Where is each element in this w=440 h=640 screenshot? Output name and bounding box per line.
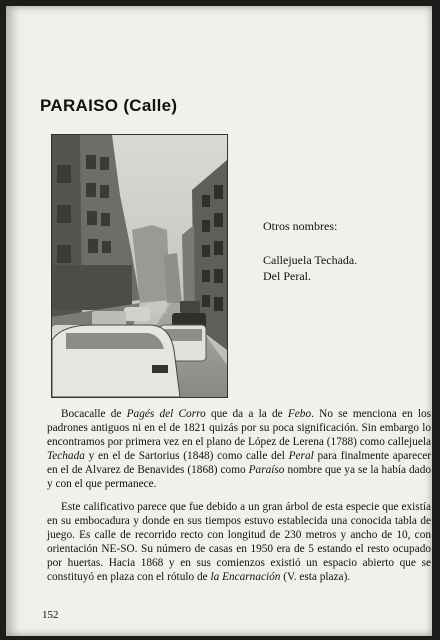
other-names-label: Otros nombres: <box>263 219 338 233</box>
entry-body <box>47 408 431 595</box>
other-names-list <box>263 252 357 284</box>
text-run: . No se menciona en los padrones antiguos ni en el de 1821 quizás por su poca significación. Sin embargo lo encontramos por primera vez en el plano de López de Lerena (1788) como callejuela <box>47 408 432 448</box>
italic-text-run: Paraíso <box>248 463 285 476</box>
other-name-item: Del Peral. <box>263 269 311 283</box>
text-run: Este calificativo parece que fue debido a un gran árbol de esta especie que existía en su embocadura y donde en sus tiempos estuvo establecida una conocida tabla de juego. Es calle de recorrido recto con longitud de 230 metros y ancho de 10, con orientación NE-SO. Su número de casas en 1950 era de 5 estando el resto ocupado por huertas. Hacia 1868 y en sus comienzos existió un espacio abierto que se constituyó en plaza con el rótulo de <box>47 501 431 583</box>
italic-text-run: Techada <box>47 449 85 462</box>
italic-text-run: Peral <box>288 449 314 462</box>
text-run: nombre que ya se la había dado y con el que permanece. <box>47 463 431 490</box>
italic-text-run: Pagés del Corro <box>126 408 206 420</box>
entry-title: PARAISO (Calle) <box>40 96 178 115</box>
italic-text-run: la Encarnación <box>210 570 281 583</box>
book-page <box>6 6 432 636</box>
text-run: y en el de Sartorius (1848) como calle del <box>84 449 289 462</box>
street-photo-illustration <box>52 135 227 397</box>
bleed-through-texture <box>236 46 416 366</box>
body-paragraph <box>47 408 431 491</box>
italic-text-run: Febo <box>287 408 312 420</box>
text-run: que da a la de <box>205 408 288 420</box>
body-paragraph <box>47 501 431 584</box>
text-run: Bocacalle de <box>61 408 127 420</box>
other-name-item: Callejuela Techada. <box>263 253 358 267</box>
other-names-block <box>263 218 357 284</box>
street-photograph <box>51 134 228 398</box>
text-run: para finalmente aparecer en el de Alvarez de Benavides (1868) como <box>47 449 431 476</box>
text-run: (V. esta plaza). <box>280 570 351 583</box>
page-number: 152 <box>42 609 59 621</box>
